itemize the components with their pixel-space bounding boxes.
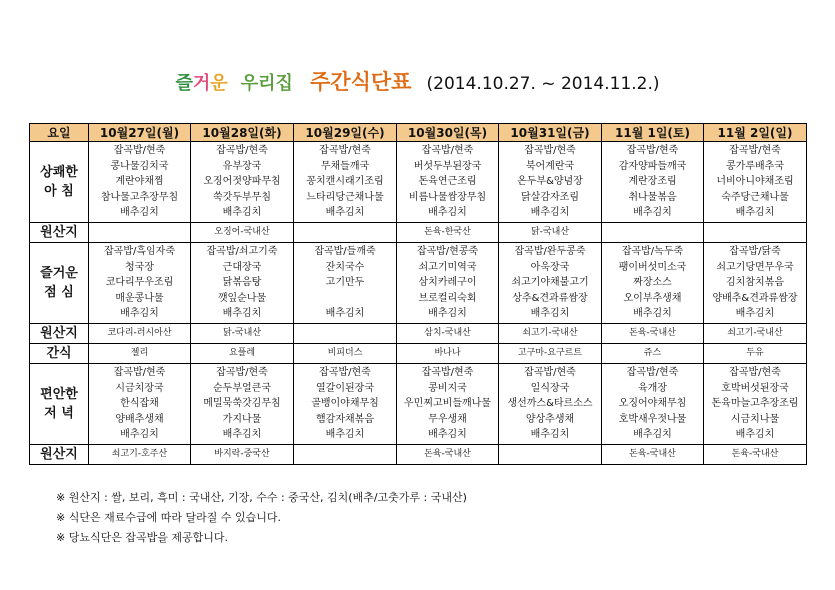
menu-cell [294, 364, 397, 445]
menu-cell [397, 364, 499, 445]
title-period: (2014.10.27. ~ 2014.11.2.) [426, 74, 660, 94]
menu-item: 우민찌고비들깨나물 [404, 398, 491, 410]
snack-cell: 비피더스 [294, 344, 397, 364]
menu-cell [602, 243, 704, 324]
menu-body [30, 142, 807, 465]
menu-item: 잡곡밥/현죽 [216, 367, 268, 379]
menu-item: 무채들깨국 [320, 160, 370, 172]
row-label-line: 편안한 [40, 387, 78, 402]
origin-cell: 돈육-국내산 [397, 445, 499, 465]
menu-cell [397, 243, 499, 324]
menu-item: 양상추생채 [525, 413, 575, 425]
header-day: 10월29일(수) [294, 124, 397, 142]
menu-cell [397, 142, 499, 223]
menu-item: 배추김치 [120, 207, 159, 219]
row-label [30, 344, 89, 364]
menu-item: 배추김치 [428, 207, 467, 219]
menu-item: 배추김치 [633, 429, 672, 441]
origin-cell [294, 324, 397, 344]
menu-item: 순두부얼큰국 [213, 382, 271, 394]
menu-item: 콩나물김치국 [110, 160, 169, 172]
header-day: 10월30일(목) [397, 124, 499, 142]
origin-cell: 쇠고기-호주산 [89, 445, 191, 465]
menu-item: 닭볶음탕 [222, 277, 262, 289]
menu-cell [499, 142, 602, 223]
menu-item: 콩비지국 [428, 382, 467, 394]
menu-cell [499, 364, 602, 445]
row-label-line: 원산지 [40, 447, 78, 462]
menu-item: 쇠고기야채불고기 [511, 277, 589, 289]
menu-item [294, 291, 396, 307]
menu-cell [704, 142, 807, 223]
menu-item: 꽁치캔시래기조림 [306, 176, 384, 188]
weekly-menu-table [29, 123, 807, 465]
origin-row [30, 445, 807, 465]
menu-item: 호박새우젓나물 [618, 413, 687, 425]
snack-cell: 요플레 [191, 344, 294, 364]
menu-item: 잡곡밥/녹두죽 [621, 246, 684, 258]
menu-item: 브로컬리숙회 [418, 292, 477, 304]
header-day: 10월28일(화) [191, 124, 294, 142]
menu-title [0, 66, 835, 96]
menu-item: 근대장국 [222, 261, 262, 273]
origin-row [30, 223, 807, 243]
menu-item: 오징어젓양파무침 [203, 176, 281, 188]
menu-cell [602, 142, 704, 223]
origin-cell: 돈육-한국산 [397, 223, 499, 243]
row-label [30, 223, 89, 243]
menu-item: 배추김치 [735, 207, 775, 219]
origin-cell [704, 223, 807, 243]
row-label-line: 점 심 [44, 285, 74, 300]
menu-item: 배추김치 [530, 308, 570, 320]
menu-item: 배추김치 [325, 207, 365, 219]
meal-row [30, 142, 807, 223]
origin-cell [602, 223, 704, 243]
row-label-line: 원산지 [40, 225, 78, 240]
menu-item: 골뱅이야채무침 [311, 398, 379, 410]
menu-item: 짜장소스 [633, 277, 672, 289]
menu-item: 배추김치 [325, 429, 365, 441]
menu-item: 숙주당근채나물 [721, 191, 789, 203]
snack-cell: 젤리 [89, 344, 191, 364]
origin-cell: 쇠고기-국내산 [499, 324, 602, 344]
note-line: ※ 당뇨식단은 잡곡밥을 제공합니다. [56, 531, 228, 544]
menu-cell [704, 243, 807, 324]
row-label [30, 445, 89, 465]
menu-item: 북어계란국 [525, 160, 575, 172]
menu-cell [191, 243, 294, 324]
menu-item: 잡곡밥/현죽 [216, 145, 268, 157]
menu-item: 잡곡밥/현죽 [113, 145, 166, 157]
row-label-line: 간식 [46, 346, 72, 361]
origin-row [30, 324, 807, 344]
menu-item: 한식잡채 [120, 398, 159, 410]
origin-cell: 돈육-국내산 [602, 324, 704, 344]
menu-item: 계란장조림 [628, 176, 677, 188]
menu-item: 콩가루배추국 [726, 160, 784, 172]
origin-cell: 오징어-국내산 [191, 223, 294, 243]
menu-item: 잡곡밥/쇠고기죽 [206, 246, 278, 258]
menu-item: 시금치나물 [730, 413, 780, 425]
menu-item: 닭살감자조림 [521, 191, 579, 203]
header-label: 요일 [30, 124, 89, 142]
menu-item: 깻잎순나물 [217, 292, 267, 304]
menu-item: 잡곡밥/닭죽 [729, 246, 781, 258]
menu-item: 아욱장국 [530, 261, 570, 273]
note-line: ※ 원산지 : 쌀, 보리, 흑미 : 국내산, 기장, 수수 : 중국산, 김치(배추/고춧가루 : 국내산) [56, 491, 467, 504]
meal-row [30, 364, 807, 445]
menu-item: 시금치장국 [115, 382, 164, 394]
row-label-line: 상쾌한 [40, 165, 78, 180]
menu-item: 배추김치 [222, 308, 262, 320]
menu-item: 육개장 [638, 382, 667, 394]
menu-item: 상추&견과류쌈장 [512, 292, 588, 304]
menu-cell [602, 364, 704, 445]
row-label [30, 364, 89, 445]
snack-cell: 쥬스 [602, 344, 704, 364]
menu-item: 배추김치 [735, 429, 775, 441]
menu-item: 너비아니야채조림 [716, 176, 794, 188]
menu-item: 쇠고기미역국 [418, 261, 477, 273]
menu-item: 오징어야채무침 [618, 398, 687, 410]
menu-cell [89, 142, 191, 223]
row-label-line: 즐거운 [40, 266, 78, 281]
menu-item: 잡곡밥/현죽 [729, 145, 781, 157]
menu-item: 참나물고추장무침 [100, 191, 179, 203]
menu-cell [191, 142, 294, 223]
origin-cell: 닭-국내산 [191, 324, 294, 344]
menu-item: 돈육연근조림 [418, 176, 477, 188]
origin-cell: 코다리-러시아산 [89, 324, 191, 344]
menu-item: 쇠고기당면무우국 [716, 261, 794, 273]
menu-item: 배추김치 [735, 308, 775, 320]
header-day: 11월 2일(일) [704, 124, 807, 142]
menu-item: 배추김치 [325, 308, 365, 320]
menu-item: 잡곡밥/들깨죽 [314, 246, 376, 258]
menu-item: 잡곡밥/흑임자죽 [104, 246, 175, 258]
snack-cell: 두유 [704, 344, 807, 364]
menu-item: 생선까스&타르소스 [507, 398, 593, 410]
menu-item: 잡곡밥/현죽 [421, 145, 474, 157]
snack-row [30, 344, 807, 364]
menu-item: 잔치국수 [325, 261, 365, 273]
menu-item: 삼치카레구이 [418, 277, 477, 289]
menu-cell [704, 364, 807, 445]
menu-item: 돈육마늘고추장조림 [711, 398, 799, 410]
menu-item: 잡곡밥/현죽 [524, 367, 576, 379]
menu-item: 메밀묵쑥갓김무침 [203, 398, 281, 410]
row-label-line: 저 녁 [44, 406, 74, 421]
menu-item: 잡곡밥/현콩죽 [416, 246, 479, 258]
title-happy: 즐거운 [175, 73, 228, 94]
menu-item: 잡곡밥/현죽 [113, 367, 166, 379]
note-line: ※ 식단은 재료수급에 따라 달라질 수 있습니다. [56, 511, 281, 524]
menu-cell [89, 243, 191, 324]
origin-cell [294, 445, 397, 465]
menu-item: 잡곡밥/완두콩죽 [514, 246, 586, 258]
origin-cell: 돈육-국내산 [704, 445, 807, 465]
row-label-line: 아 침 [44, 184, 74, 199]
menu-cell [294, 142, 397, 223]
header-day: 10월31일(금) [499, 124, 602, 142]
menu-item: 가지나물 [222, 413, 262, 425]
menu-item: 잡곡밥/현죽 [319, 367, 371, 379]
menu-item: 배추김치 [222, 207, 262, 219]
menu-item: 배추김치 [120, 429, 159, 441]
menu-item: 느타리당근채나물 [306, 191, 384, 203]
menu-item: 계란야채찜 [115, 176, 164, 188]
menu-item: 잡곡밥/현죽 [729, 367, 781, 379]
origin-cell [294, 223, 397, 243]
header-day: 11월 1일(토) [602, 124, 704, 142]
menu-item: 햄감자채볶음 [316, 413, 374, 425]
header-row [30, 124, 807, 142]
origin-cell: 쇠고기-국내산 [704, 324, 807, 344]
menu-item: 온두부&양념장 [517, 176, 583, 188]
header-day: 10월27일(월) [89, 124, 191, 142]
menu-cell [499, 243, 602, 324]
menu-item: 고기만두 [325, 277, 365, 289]
meal-row [30, 243, 807, 324]
menu-cell [191, 364, 294, 445]
menu-item: 양배추생채 [115, 413, 164, 425]
title-main: 주간식단표 [310, 70, 412, 94]
menu-item: 버섯두부된장국 [413, 160, 482, 172]
menu-item: 배추김치 [120, 308, 159, 320]
menu-item: 호박버섯된장국 [721, 382, 789, 394]
menu-item: 배추김치 [633, 207, 672, 219]
row-label [30, 142, 89, 223]
origin-cell: 바지락-중국산 [191, 445, 294, 465]
menu-item: 잡곡밥/현죽 [524, 145, 576, 157]
menu-item: 감자양파들깨국 [618, 160, 687, 172]
row-label-line: 원산지 [40, 326, 78, 341]
snack-cell: 고구마-요구르트 [499, 344, 602, 364]
menu-item: 배추김치 [633, 308, 672, 320]
origin-cell [499, 445, 602, 465]
menu-item: 무우생채 [428, 413, 467, 425]
menu-item: 일식장국 [530, 382, 570, 394]
menu-item: 비름나물쌈장무침 [408, 191, 487, 203]
origin-cell: 닭-국내산 [499, 223, 602, 243]
origin-cell: 돈육-국내산 [602, 445, 704, 465]
menu-item: 팽이버섯미소국 [618, 261, 687, 273]
menu-item: 청국장 [125, 261, 154, 273]
menu-item: 김치참치볶음 [726, 277, 784, 289]
menu-item: 매운콩나물 [115, 292, 164, 304]
menu-item: 취나물볶음 [628, 191, 677, 203]
menu-cell [89, 364, 191, 445]
row-label [30, 243, 89, 324]
notes [56, 488, 467, 548]
menu-item: 잡곡밥/현죽 [626, 367, 679, 379]
menu-item: 배추김치 [530, 429, 570, 441]
row-label [30, 324, 89, 344]
menu-item: 잡곡밥/현죽 [626, 145, 679, 157]
origin-cell [89, 223, 191, 243]
menu-item: 배추김치 [428, 429, 467, 441]
snack-cell: 바나나 [397, 344, 499, 364]
menu-item: 배추김치 [222, 429, 262, 441]
menu-item: 잡곡밥/현죽 [421, 367, 474, 379]
menu-item: 열갈이된장국 [316, 382, 374, 394]
menu-item: 오이부추생채 [623, 292, 682, 304]
menu-item: 쑥갓두부무침 [213, 191, 271, 203]
menu-item: 양배추&견과류쌈장 [712, 292, 798, 304]
title-our-house: 우리집 [240, 73, 293, 94]
origin-cell: 삼치-국내산 [397, 324, 499, 344]
menu-item: 배추김치 [428, 308, 467, 320]
menu-cell [294, 243, 397, 324]
menu-item: 유부장국 [222, 160, 262, 172]
menu-item: 코다리무우조림 [105, 277, 174, 289]
menu-item: 잡곡밥/현죽 [319, 145, 371, 157]
menu-item: 배추김치 [530, 207, 570, 219]
